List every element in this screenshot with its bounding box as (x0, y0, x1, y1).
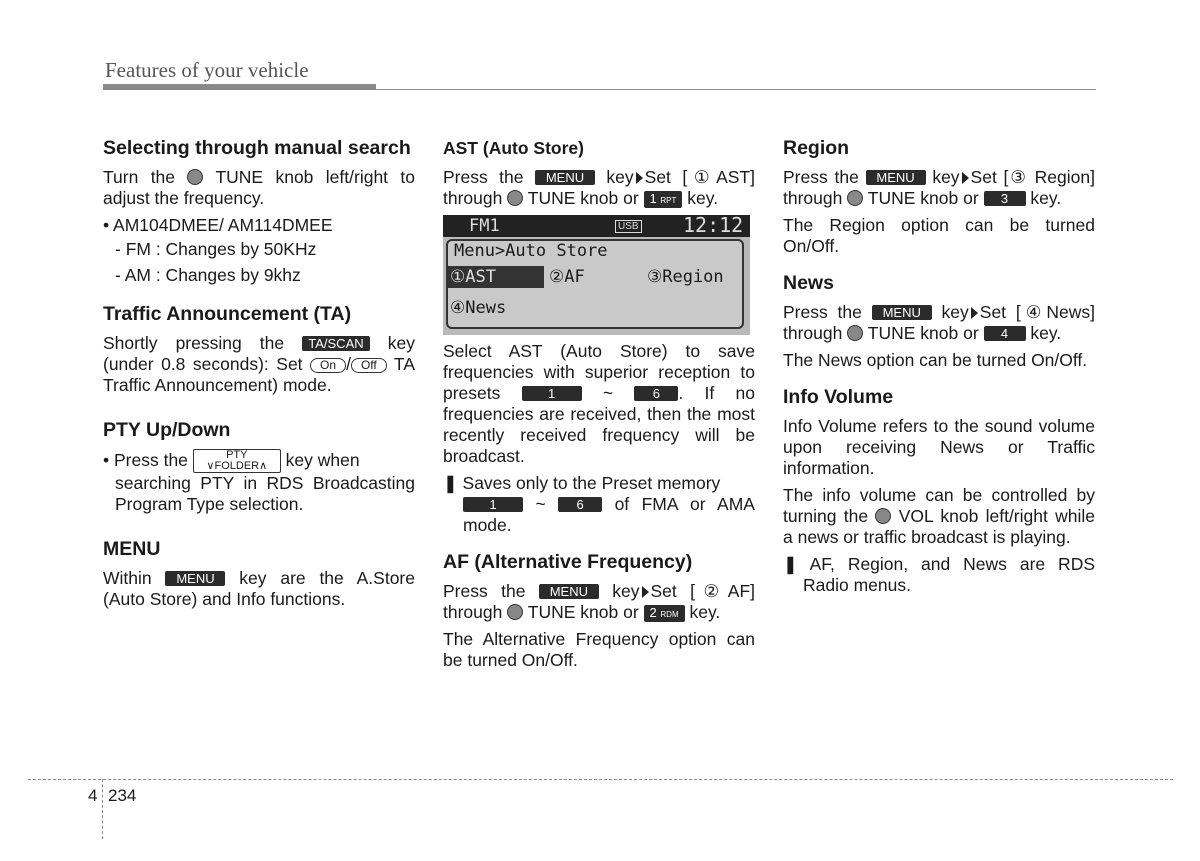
arrow-right-icon (962, 172, 969, 184)
pty-text-cont: searching PTY in RDS Broadcasting Program Type selection. (115, 473, 415, 514)
text-fragment: key when (285, 450, 360, 470)
key-sub-label: RDM (660, 610, 679, 619)
lcd-menu-line: Menu>Auto Store (454, 241, 608, 261)
text-fragment: VOL knob left/right while a news or traffic broadcast is playing. (783, 506, 1096, 547)
ta-text: Shortly pressing the TA/SCAN key (under 0.8 seconds): Set On / Off TA Traffic Announcement) mode. (103, 333, 415, 395)
tune-knob-icon (847, 325, 863, 341)
lcd-screen (443, 215, 750, 335)
pty-folder-key (193, 449, 281, 473)
chevron-down-icon: ∨ (206, 460, 215, 472)
text-fragment: Set [②AF] through (443, 581, 755, 622)
text-fragment: Set [④News] through (783, 302, 1095, 343)
menu-key: MENU (872, 305, 932, 320)
header-rule-thin (376, 89, 1096, 90)
text-fragment: Set [③ Region] through (783, 167, 1095, 208)
folder-label: FOLDER (214, 460, 260, 472)
text-fragment: Press the (443, 581, 526, 601)
text-fragment: key (606, 167, 634, 187)
arrow-right-icon (636, 172, 643, 184)
text-fragment: key (941, 302, 969, 322)
preset-4-key: 4 (984, 326, 1026, 341)
preset-1-key: 1 (522, 386, 582, 401)
text-fragment: Within (103, 568, 152, 588)
preset-2-rdm-key (644, 605, 685, 622)
section-title-region: Region (783, 137, 850, 159)
menu-key: MENU (539, 584, 599, 599)
section-title-menu: MENU (103, 538, 161, 560)
text-fragment: Press the (443, 167, 524, 187)
text-fragment: key. (689, 602, 721, 622)
ta-scan-key: TA/SCAN (302, 336, 369, 351)
info-volume-control-text (783, 485, 1095, 548)
menu-text (103, 568, 415, 610)
lcd-status-bar (443, 215, 750, 237)
ast-description: Select AST (Auto Store) to save frequencies with superior reception to presets 1 ~ 6 . If no frequencies are received, then the most recently received frequency will be broadcast. (443, 341, 755, 466)
lcd-option-region: ③Region (647, 267, 724, 287)
text-fragment: TUNE knob or (527, 602, 639, 622)
footer-rule (28, 779, 1173, 780)
lcd-option-news: ④News (450, 298, 507, 318)
lcd-time: 12:12 (683, 213, 744, 237)
key-sub-label: RPT (660, 196, 677, 205)
section-title-info-volume: Info Volume (783, 386, 894, 408)
menu-key: MENU (866, 170, 926, 185)
ast-note: ❚ Saves only to the Preset memory 1 ~ 6 of FMA or AMA mode. (443, 473, 755, 535)
section-title-news: News (783, 272, 834, 294)
bullet-model: • AM104DMEE/ AM114DMEE (103, 215, 333, 235)
pty-label: PTY (226, 449, 248, 461)
text-fragment: • Press the (103, 450, 188, 470)
preset-3-key: 3 (984, 191, 1026, 206)
preset-1-rpt-key (644, 191, 683, 208)
news-text (783, 302, 1095, 344)
text-fragment: Press the (783, 167, 859, 187)
section-title-pty: PTY Up/Down (103, 419, 231, 441)
text-fragment: key. (1030, 323, 1062, 343)
bullet-fm: - FM : Changes by 50KHz (115, 239, 317, 259)
ast-text (443, 167, 755, 209)
text-fragment: TUNE knob or (527, 188, 639, 208)
preset-6-key: 6 (558, 497, 602, 512)
text-fragment: TA Traffic Announcement) mode. (103, 354, 415, 395)
text-fragment: TUNE knob or (867, 323, 979, 343)
section-title-manual-search: Selecting through manual search (103, 137, 411, 159)
af-text (443, 581, 755, 623)
text-fragment: key (932, 167, 960, 187)
tune-knob-icon (507, 190, 523, 206)
pty-text (103, 449, 415, 473)
usb-icon: USB (615, 220, 642, 233)
header-rule-thick (103, 84, 376, 90)
text-fragment: key (under 0.8 seconds): Set (103, 333, 415, 374)
text-fragment: Turn the (103, 167, 176, 187)
preset-1-key: 1 (463, 497, 523, 512)
menu-key: MENU (535, 170, 595, 185)
region-description: The Region option can be turned On/Off. (783, 215, 1095, 256)
text-fragment: Select AST (Auto Store) to save frequencies with superior reception to presets (443, 341, 755, 403)
lcd-option-af: ②AF (549, 267, 585, 287)
column-3 (783, 138, 1095, 602)
text-fragment: Set [①AST] through (443, 167, 755, 208)
text-fragment: of FMA or AMA mode. (463, 494, 755, 535)
info-volume-text: Info Volume refers to the sound volume upon receiving News or Traffic information. (783, 416, 1095, 478)
arrow-right-icon (642, 586, 649, 598)
text-fragment: key (612, 581, 640, 601)
key-label: 1 (649, 191, 657, 206)
lcd-option-ast: ①AST (450, 267, 496, 287)
page-number: 234 (108, 786, 137, 805)
text-fragment: TUNE knob or (867, 188, 979, 208)
text-fragment: Press the (783, 302, 862, 322)
manual-search-text (103, 167, 415, 209)
text-fragment: key. (687, 188, 719, 208)
arrow-right-icon (971, 307, 978, 319)
off-key: Off (351, 358, 387, 373)
text-fragment: Shortly pressing the (103, 333, 285, 353)
news-description: The News option can be turned On/Off. (783, 350, 1088, 370)
section-title-ta: Traffic Announcement (TA) (103, 303, 352, 325)
menu-key: MENU (165, 571, 225, 586)
bullet-am: - AM : Changes by 9khz (115, 265, 301, 285)
lcd-band: FM1 (469, 216, 500, 236)
text-fragment: . If no frequencies are received, then the most recently received frequency will be broadcast. (443, 383, 755, 466)
footer-vertical-rule (102, 779, 103, 839)
tune-knob-icon (507, 604, 523, 620)
key-label: 2 (649, 605, 657, 620)
text-fragment: ❚ Saves only to the Preset memory (443, 473, 721, 493)
text-fragment: The info volume can be controlled by turning the (783, 485, 1095, 526)
text-fragment: key are the A.Store (Auto Store) and Info functions. (103, 568, 415, 609)
page-header-title: Features of your vehicle (105, 58, 309, 82)
column-2 (443, 138, 755, 677)
tune-knob-icon (187, 169, 203, 185)
on-key: On (310, 358, 346, 373)
section-title-af: AF (Alternative Frequency) (443, 551, 693, 573)
section-title-ast: AST (Auto Store) (443, 138, 584, 158)
column-1 (103, 138, 415, 616)
region-text (783, 167, 1095, 209)
text-fragment: key. (1030, 188, 1062, 208)
vol-knob-icon (875, 508, 891, 524)
rds-note: ❚ AF, Region, and News are RDS Radio menus. (783, 554, 1095, 595)
chapter-number: 4 (88, 786, 98, 805)
chevron-up-icon: ∧ (259, 460, 268, 472)
text-fragment: TUNE knob left/right to adjust the frequency. (103, 167, 415, 208)
preset-6-key: 6 (634, 386, 678, 401)
tune-knob-icon (847, 190, 863, 206)
af-description: The Alternative Frequency option can be turned On/Off. (443, 629, 755, 670)
